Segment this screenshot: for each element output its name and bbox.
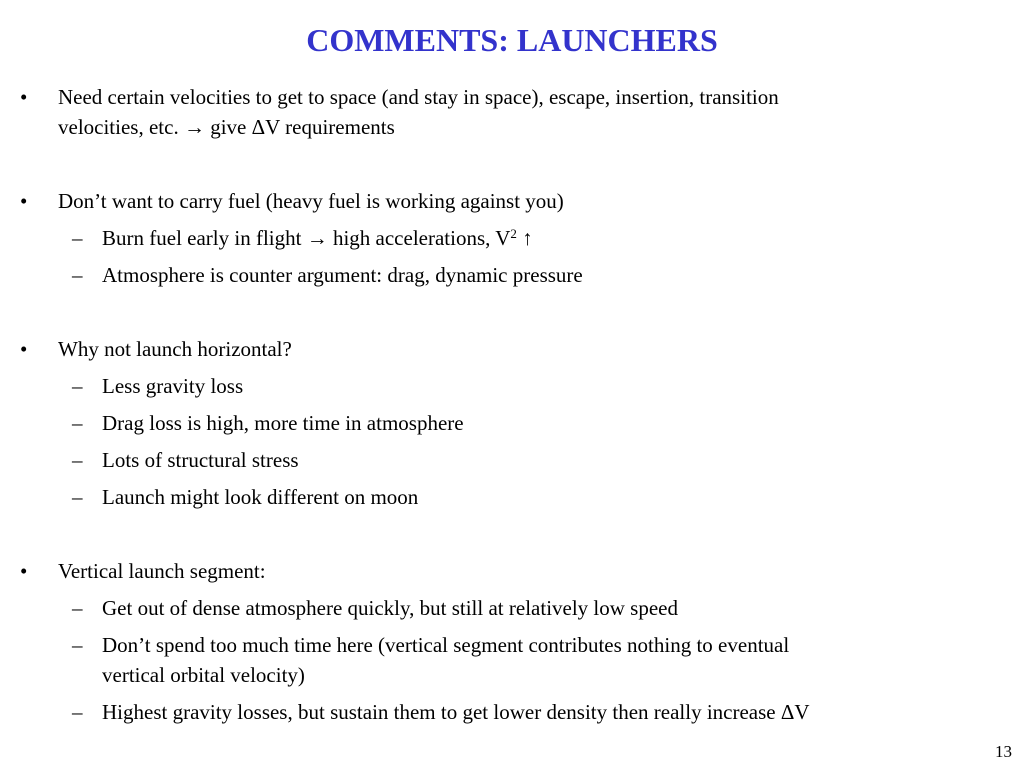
page-number: 13 bbox=[995, 742, 1012, 761]
sub-bullet-item bbox=[0, 482, 1024, 512]
sub-bullet-marker: – bbox=[72, 633, 83, 657]
sub-bullet-item bbox=[0, 697, 1024, 727]
sub-bullet-text: Get out of dense atmosphere quickly, but still at relatively low speed bbox=[102, 596, 678, 620]
sub-bullet-text: Launch might look different on moon bbox=[102, 485, 419, 509]
sub-bullet-text: Lots of structural stress bbox=[102, 448, 299, 472]
sub-bullet-text: Atmosphere is counter argument: drag, dynamic pressure bbox=[102, 263, 583, 287]
sub-bullet-text-tail: ↑ bbox=[516, 226, 533, 250]
bullet-text: Need certain velocities to get to space (and stay in space), escape, insertion, transition bbox=[58, 85, 779, 109]
bullet-text: Why not launch horizontal? bbox=[58, 337, 292, 361]
sub-bullet-text: Burn fuel early in flight → high accelerations, V bbox=[102, 226, 511, 250]
bullet-item bbox=[0, 82, 1024, 112]
sub-bullet-item bbox=[0, 445, 1024, 475]
sub-bullet-marker: – bbox=[72, 448, 83, 472]
superscript: 2 bbox=[510, 226, 517, 241]
bullet-text: Don’t want to carry fuel (heavy fuel is working against you) bbox=[58, 189, 564, 213]
slide-title: COMMENTS: LAUNCHERS bbox=[306, 22, 718, 58]
slide-content bbox=[0, 82, 1024, 727]
sub-bullet-marker: – bbox=[72, 263, 83, 287]
bullet-marker: • bbox=[20, 337, 28, 361]
sub-bullet-item-continuation bbox=[0, 660, 1024, 690]
sub-bullet-marker: – bbox=[72, 226, 83, 250]
bullet-item bbox=[0, 334, 1024, 364]
sub-bullet-marker: – bbox=[72, 700, 83, 724]
bullet-item bbox=[0, 186, 1024, 216]
sub-bullet-item bbox=[0, 593, 1024, 623]
bullet-text: Vertical launch segment: bbox=[58, 559, 266, 583]
sub-bullet-text: Drag loss is high, more time in atmosphere bbox=[102, 411, 464, 435]
sub-bullet-text: Highest gravity losses, but sustain them to get lower density then really increase ΔV bbox=[102, 700, 810, 724]
sub-bullet-marker: – bbox=[72, 596, 83, 620]
sub-bullet-item bbox=[0, 223, 1024, 253]
sub-bullet-text: Less gravity loss bbox=[102, 374, 244, 398]
sub-bullet-marker: – bbox=[72, 374, 83, 398]
sub-bullet-text: vertical orbital velocity) bbox=[102, 663, 305, 687]
bullet-marker: • bbox=[20, 559, 28, 583]
bullet-text: velocities, etc. → give ΔV requirements bbox=[58, 115, 395, 139]
sub-bullet-item bbox=[0, 260, 1024, 290]
sub-bullet-item bbox=[0, 371, 1024, 401]
sub-bullet-item bbox=[0, 408, 1024, 438]
sub-bullet-text: Don’t spend too much time here (vertical segment contributes nothing to eventual bbox=[102, 633, 790, 657]
sub-bullet-item bbox=[0, 630, 1024, 660]
bullet-marker: • bbox=[20, 189, 28, 213]
bullet-item-continuation bbox=[0, 112, 1024, 142]
bullet-item bbox=[0, 556, 1024, 586]
sub-bullet-marker: – bbox=[72, 485, 83, 509]
sub-bullet-marker: – bbox=[72, 411, 83, 435]
bullet-marker: • bbox=[20, 85, 28, 109]
